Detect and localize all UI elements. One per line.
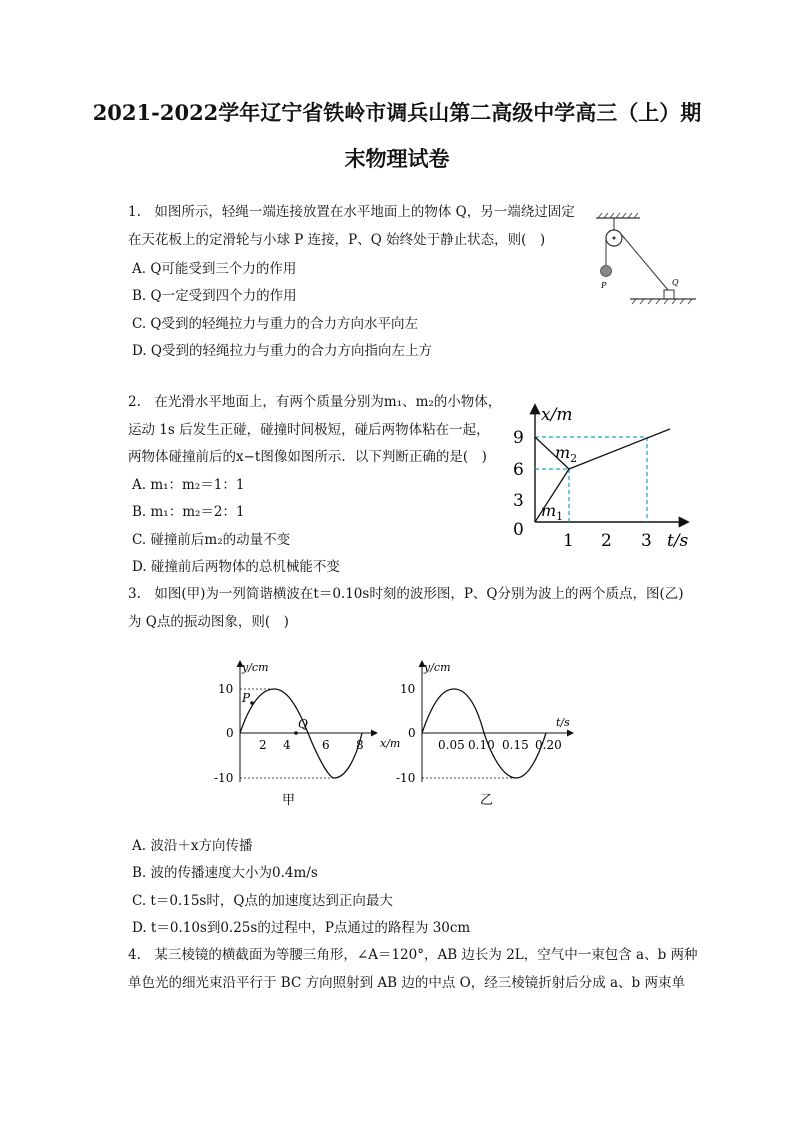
q1-option-d: D. Q受到的轻绳拉力与重力的合力方向指向左上方	[132, 343, 432, 359]
y-tick-0: 0	[513, 520, 524, 540]
q2-stem-line-3: 两物体碰撞前后的x−t图像如图所示．以下判断正确的是( )	[128, 449, 487, 465]
q2-stem-line-1: 2. 在光滑水平地面上，有两个质量分别为m₁、m₂的小物体，	[128, 394, 502, 410]
y-tick-9: 9	[513, 428, 524, 448]
yi-x-010: 0.10	[468, 738, 495, 752]
point-p	[250, 701, 254, 705]
y-tick-3: 3	[513, 491, 524, 511]
q2-option-a: A. m₁：m₂＝1：1	[132, 477, 245, 493]
jia-y-top: 10	[218, 682, 234, 696]
q1-stem-line-2: 在天花板上的定滑轮与小球 P 连接，P、Q 始终处于静止状态，则( )	[128, 232, 546, 248]
block-q	[664, 290, 674, 299]
q1-option-b: B. Q一定受到四个力的作用	[132, 288, 297, 304]
q1-option-c: C. Q受到的轻绳拉力与重力的合力方向水平向左	[132, 316, 418, 332]
y-axis-label: x/m	[541, 405, 573, 425]
label-p: P	[601, 281, 607, 290]
q3-option-d: D. t＝0.10s到0.25s的过程中，P点通过的路程为 30cm	[132, 920, 471, 936]
yi-x-020: 0.20	[535, 738, 562, 752]
y-tick-6: 6	[513, 460, 524, 480]
label-q: Q	[672, 278, 679, 287]
q2-option-c: C. 碰撞前后m₂的动量不变	[132, 532, 291, 548]
jia-caption: 甲	[282, 793, 296, 808]
yi-x-label: t/s	[556, 716, 570, 729]
q4-stem-line-2: 单色光的细光束沿平行于 BC 方向照射到 AB 边的中点 O，经三棱镜折射后分成 a、b 两束单	[128, 975, 685, 991]
title-line-1: 2021-2022学年辽宁省铁岭市调兵山第二高级中学高三（上）期	[92, 100, 702, 125]
yi-caption: 乙	[480, 793, 494, 808]
x-tick-1: 1	[563, 531, 574, 551]
x-tick-2: 2	[601, 531, 612, 551]
q1-stem-line-1: 1. 如图所示，轻绳一端连接放置在水平地面上的物体 Q，另一端绕过固定	[128, 204, 575, 220]
x-axis-label: t/s	[667, 531, 689, 551]
q3-option-c: C. t＝0.15s时，Q点的加速度达到正向最大	[132, 893, 393, 909]
yi-y-top: 10	[400, 682, 416, 696]
jia-x-2: 2	[259, 738, 267, 752]
wave-graph-jia	[214, 658, 404, 808]
jia-x-8: 8	[356, 738, 364, 752]
x-tick-3: 3	[641, 531, 652, 551]
xt-graph	[505, 398, 695, 556]
q2-option-d: D. 碰撞前后两物体的总机械能不变	[132, 559, 340, 575]
page-title	[60, 90, 734, 182]
jia-x-6: 6	[322, 738, 330, 752]
jia-y-bot: -10	[214, 771, 234, 785]
yi-y-label: y/cm	[424, 661, 451, 674]
q3-option-b: B. 波的传播速度大小为0.4m/s	[132, 865, 318, 881]
jia-y-label: y/cm	[242, 661, 269, 674]
jia-x-label: x/m	[380, 737, 401, 750]
point-q	[294, 731, 298, 735]
yi-x-005: 0.05	[438, 738, 465, 752]
jia-origin: 0	[226, 726, 234, 740]
q2-option-b: B. m₁：m₂＝2：1	[132, 504, 245, 520]
q4-stem-line-1: 4. 某三棱镜的横截面为等腰三角形，∠A＝120°，AB 边长为 2L，空气中一束包含 a、b 两种	[128, 947, 698, 963]
q2-stem-line-2: 运动 1s 后发生正碰，碰撞时间极短，碰后两物体粘在一起，	[128, 422, 490, 438]
jia-p-label: P	[242, 691, 251, 705]
ball-p	[601, 266, 612, 277]
yi-y-bot: -10	[396, 771, 416, 785]
q3-stem-line-2: 为 Q点的振动图象，则( )	[128, 614, 289, 630]
label-m2: $m_2$	[555, 443, 578, 465]
jia-x-4: 4	[283, 738, 291, 752]
jia-q-label: Q	[298, 717, 308, 731]
title-line-2: 末物理试卷	[344, 146, 450, 171]
label-m1: $m_1$	[541, 501, 564, 523]
line-combined	[569, 429, 670, 469]
pulley-figure	[592, 208, 702, 310]
q1-option-a: A. Q可能受到三个力的作用	[132, 261, 297, 277]
yi-origin: 0	[408, 726, 416, 740]
yi-x-015: 0.15	[502, 738, 529, 752]
vibration-graph-yi	[396, 658, 578, 808]
q3-stem-line-1: 3. 如图(甲)为一列简谐横波在t＝0.10s时刻的波形图，P、Q分别为波上的两个质点，图(乙)	[128, 586, 684, 602]
q3-option-a: A. 波沿＋x方向传播	[132, 838, 253, 854]
